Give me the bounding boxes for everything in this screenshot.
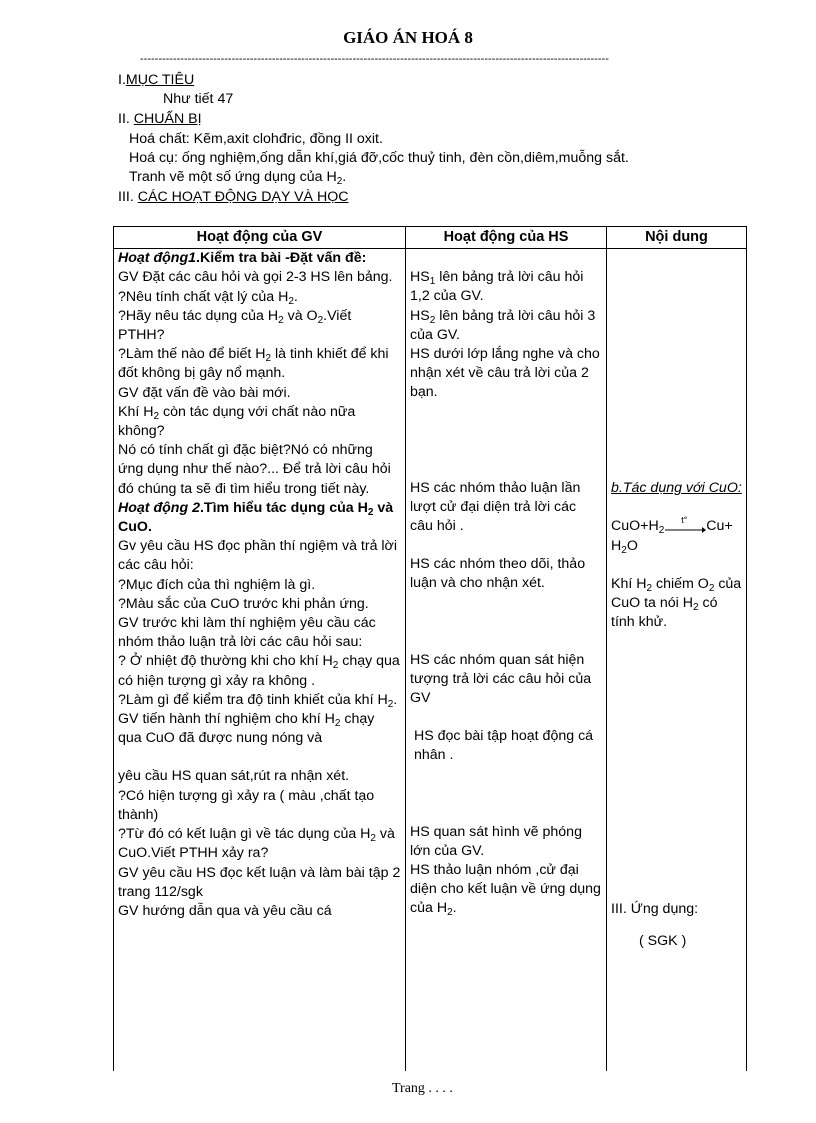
preparation-picture: Tranh vẽ một số ứng dụng của $H_2$. bbox=[129, 169, 347, 187]
activity-1-title: Hoạt động1.Kiểm tra bài -Đặt vấn đề: bbox=[118, 250, 367, 267]
page-title: GIÁO ÁN HOÁ 8 bbox=[343, 28, 473, 47]
header-divider: -------------------------------------------------------------------------------------------------------------------------------- bbox=[140, 54, 609, 65]
hs-line: HS các nhóm quan sát hiện tượng trả lời các câu hỏi của GV bbox=[410, 651, 592, 707]
gv-line: GV trước khi làm thí nghiệm yêu cầu các nhóm thảo luận trả lời các câu hỏi sau: bbox=[118, 615, 376, 651]
gv-line: ?Làm gì để kiểm tra độ tinh khiết của khí $H_2$. bbox=[118, 691, 398, 710]
header-content: Nội dung bbox=[607, 227, 747, 249]
gv-line: GV tiến hành thí nghiệm cho khí $H_2$ chạy qua CuO đã được nung nóng và bbox=[118, 711, 375, 747]
gv-line: Nó có tính chất gì đặc biệt?Nó có những ứng dụng như thế nào?... Để trả lời câu hỏi đó chúng ta sẽ đi tìm hiểu trong tiết này. bbox=[118, 442, 391, 497]
content-cell bbox=[607, 249, 747, 1072]
hs-line: HS các nhóm thảo luận lần lượt cử đại diện trả lời các câu hỏi . bbox=[410, 479, 581, 535]
content-heading: b.Tác dụng với CuO: bbox=[611, 480, 742, 497]
gv-line: ?Từ đó có kết luận gì về tác dụng của $H_2$ và CuO.Viết PTHH xảy ra? bbox=[118, 826, 395, 862]
student-activity-cell bbox=[406, 249, 607, 1072]
header-teacher-activity: Hoạt động của GV bbox=[114, 227, 406, 249]
gv-line: ?Làm thế nào để biết $H_2$ là tinh khiết để khi đốt không bị gây nổ mạnh. bbox=[118, 346, 389, 382]
hs-line: HS đọc bài tập hoạt động cá nhân . bbox=[414, 728, 594, 764]
gv-line: ?Có hiện tượng gì xảy ra ( màu ,chất tạo thành) bbox=[118, 787, 375, 823]
hs-line: HS dưới lớp lắng nghe và cho nhận xét về câu trả lời của 2 bạn. bbox=[410, 346, 600, 401]
gv-line: ?Nêu tính chất vật lý của $H_2$. bbox=[118, 288, 298, 307]
applications-heading: III. Ứng dụng: bbox=[611, 901, 699, 918]
preparation-chemicals: Hoá chất: Kẽm,axit clohđric, đồng II oxit. bbox=[129, 131, 383, 147]
gv-line: GV hướng dẫn qua và yêu cầu cá bbox=[118, 902, 332, 919]
reaction-equation: $CuO+H_2$ t° Cu+ bbox=[611, 514, 733, 537]
content-note: Khí $H_2$ chiếm $O_2$ của CuO ta nói $H_2$ có tính khử. bbox=[611, 575, 742, 631]
reaction-arrow: t° bbox=[664, 520, 706, 534]
section-activities-heading: III. CÁC HOẠT ĐỘNG DẠY VÀ HỌC bbox=[118, 189, 349, 205]
gv-line: GV đặt vấn đề vào bài mới. bbox=[118, 384, 291, 401]
page-footer: Trang . . . . bbox=[392, 1081, 453, 1096]
teacher-activity-cell bbox=[114, 249, 406, 1072]
applications-reference: ( SGK ) bbox=[639, 932, 687, 949]
hs-line: HS thảo luận nhóm ,cử đại diện cho kết luận về ứng dụng của $H_2$. bbox=[410, 862, 601, 919]
activity-2-title: Hoạt động 2.Tìm hiểu tác dụng của $H_2$ và CuO. bbox=[118, 499, 394, 536]
reaction-product: $H_2O$ bbox=[611, 537, 638, 556]
gv-line: GV yêu cầu HS đọc kết luận và làm bài tập 2 trang 112/sgk bbox=[118, 864, 401, 900]
preparation-tools: Hoá cụ: ống nghiệm,ống dẫn khí,giá đỡ,cốc thuỷ tinh, đèn cồn,diêm,muỗng sắt. bbox=[129, 150, 629, 166]
gv-line: ?Mục đích của thì nghiệm là gì. bbox=[118, 576, 316, 593]
hs-line: HS các nhóm theo dõi, thảo luận và cho nhận xét. bbox=[410, 556, 586, 592]
gv-line: GV Đặt các câu hỏi và gọi 2-3 HS lên bảng. bbox=[118, 269, 393, 286]
gv-line: Khí $H_2$ còn tác dụng với chất nào nữa không? bbox=[118, 403, 356, 440]
lesson-table bbox=[113, 226, 747, 1071]
hs-line: HS quan sát hình vẽ phóng lớn của GV. bbox=[410, 823, 582, 859]
gv-line: yêu cầu HS quan sát,rút ra nhận xét. bbox=[118, 768, 350, 785]
header-student-activity: Hoạt động của HS bbox=[406, 227, 607, 249]
gv-line: ?Hãy nêu tác dụng của $H_2$ và $O_2.Viết$ PTHH? bbox=[118, 307, 352, 344]
section-objectives-text: Như tiết 47 bbox=[163, 91, 234, 107]
hs-line: $HS_2$ lên bảng trả lời câu hỏi 3 của GV. bbox=[410, 307, 596, 343]
gv-line: ?Màu sắc của CuO trước khi phản ứng. bbox=[118, 595, 369, 612]
gv-line: Gv yêu cầu HS đọc phần thí ngiệm và trả lời các câu hỏi: bbox=[118, 538, 398, 574]
section-objectives-heading: I.MỤC TIÊU bbox=[118, 72, 195, 88]
section-preparation-heading: II. CHUẨN BỊ bbox=[118, 111, 202, 127]
hs-line: $HS_1$ lên bảng trả lời câu hỏi 1,2 của GV. bbox=[410, 269, 584, 305]
gv-line: ? Ở nhiệt độ thường khi cho khí $H_2$ chạy qua có hiện tượng gì xảy ra không . bbox=[118, 653, 400, 689]
